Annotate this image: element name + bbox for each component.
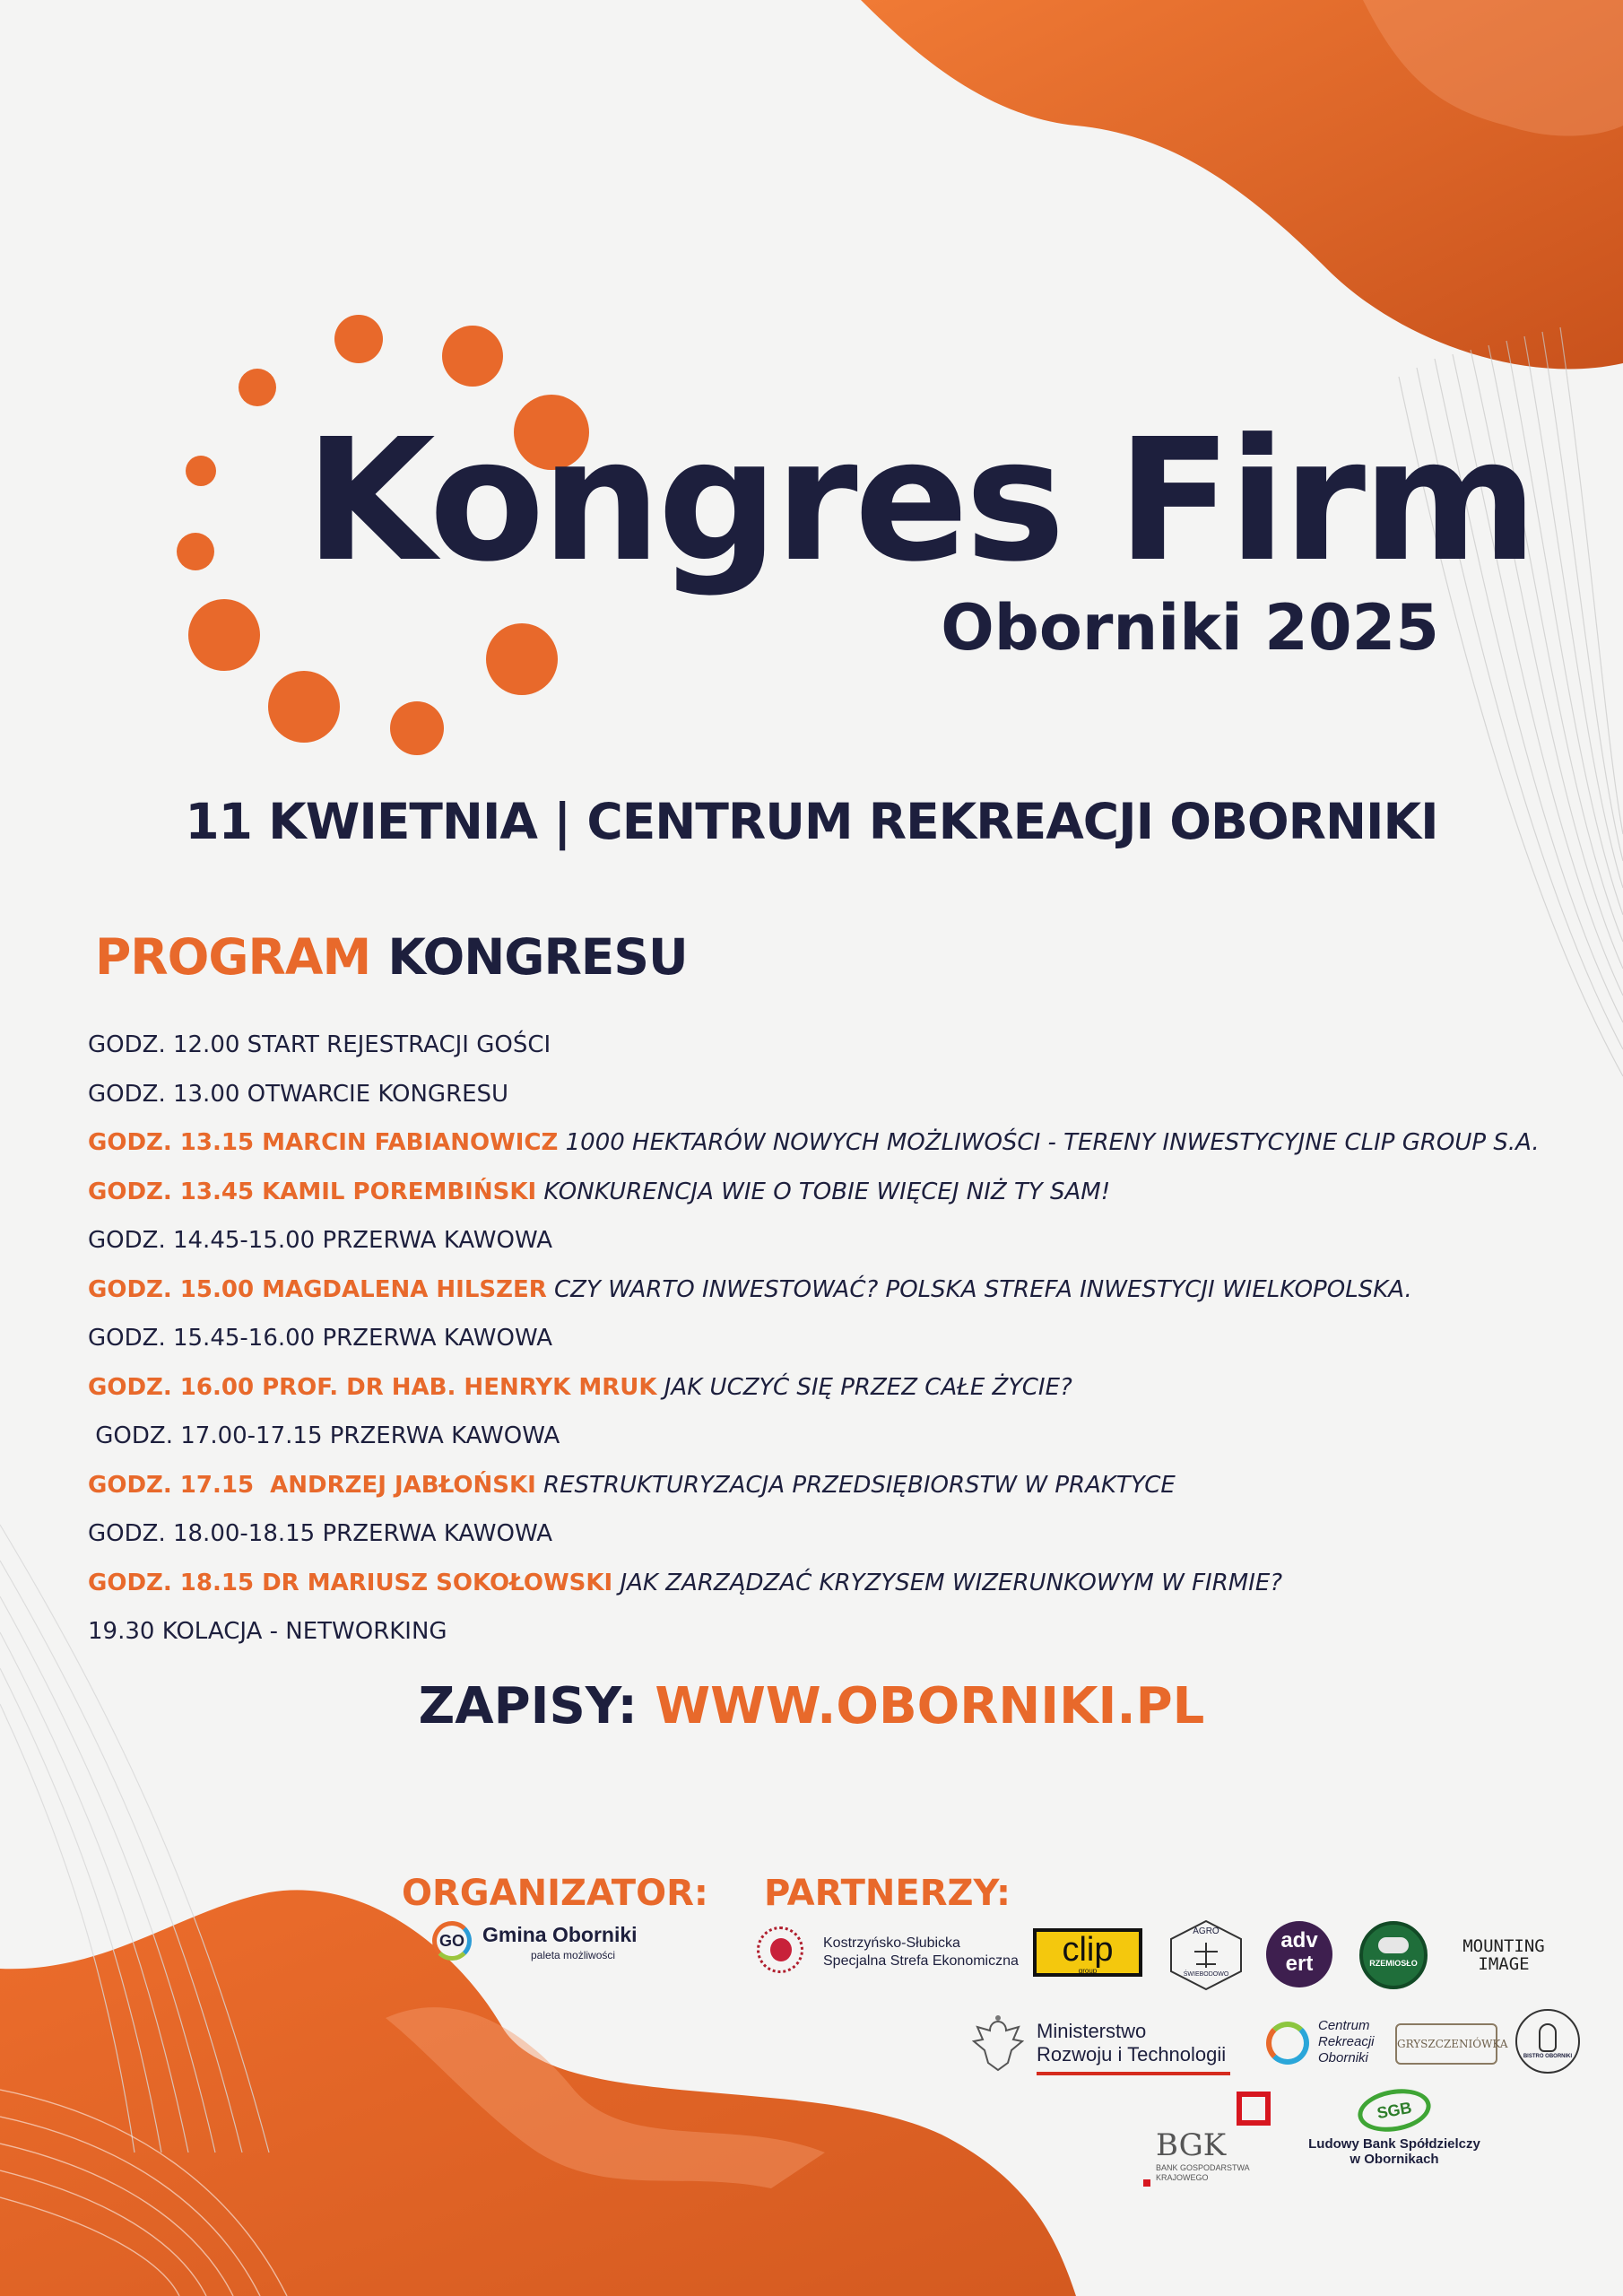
schedule-item [88,1363,1594,1413]
schedule-time-speaker: GODZ. 17.15 ANDRZEJ JABŁOŃSKI [88,1471,536,1499]
schedule-item [88,1168,1594,1217]
schedule-time: GODZ. 12.00 START REJESTRACJI GOŚCI [88,1031,551,1058]
event-date-venue: 11 KWIETNIA | CENTRUM REKREACJI OBORNIKI [185,793,1438,850]
schedule-time: 19.30 KOLACJA - NETWORKING [88,1618,447,1645]
mounting-image-logo [1445,1937,1562,1973]
signup-url-link[interactable]: WWW.OBORNIKI.PL [655,1677,1205,1735]
kssse-line1: Kostrzyńsko-Słubicka [823,1935,960,1951]
handshake-icon [1378,1937,1409,1953]
bistro-name: BISTRO OBORNIKI [1523,2054,1573,2059]
schedule-item [88,1412,1594,1461]
schedule-item [88,1070,1594,1119]
schedule-time: GODZ. 17.00-17.15 PRZERWA KAWOWA [88,1422,560,1449]
clip-name: clip [1062,1931,1114,1969]
schedule-item [88,1021,1594,1070]
centrum-line1: Centrum [1318,2018,1370,2033]
rzemioslo-name: RZEMIOSŁO [1369,1959,1418,1968]
schedule-time-speaker: GODZ. 16.00 PROF. DR HAB. HENRYK MRUK [88,1373,657,1401]
schedule-item [88,1265,1594,1315]
sgb-badge-text: SGB [1376,2098,1413,2123]
centrum-rekreacji-logo [1266,2016,1383,2074]
schedule-talk-title: JAK ZARZĄDZAĆ KRYZYSEM WIZERUNKOWYM W FIRMIE? [620,1569,1283,1596]
schedule-item [88,1607,1594,1657]
go-ring-icon: GO [432,1921,472,1961]
sgb-line2: w Obornikach [1350,2152,1439,2167]
schedule-time: GODZ. 14.45-15.00 PRZERWA KAWOWA [88,1227,553,1254]
schedule-item [88,1559,1594,1608]
centrum-line3: Oborniki [1318,2050,1368,2066]
bistro-logo [1515,2009,1580,2074]
schedule-item [88,1314,1594,1363]
sgb-line1: Ludowy Bank Spółdzielczy [1308,2136,1480,2152]
organizer-label: ORGANIZATOR: [402,1873,708,1914]
ministry-underline [1037,2072,1230,2075]
bgk-red-dot-icon [1143,2179,1150,2187]
partners-label: PARTNERZY: [764,1873,1011,1914]
schedule-time: GODZ. 15.45-16.00 PRZERWA KAWOWA [88,1325,553,1352]
schedule-time: GODZ. 18.00-18.15 PRZERWA KAWOWA [88,1520,553,1547]
kssse-emblem-icon [757,1926,803,1973]
schedule-time: GODZ. 13.00 OTWARCIE KONGRESU [88,1080,509,1108]
mounting-line2: IMAGE [1478,1954,1530,1974]
schedule-time-speaker: GODZ. 18.15 DR MARIUSZ SOKOŁOWSKI [88,1569,613,1596]
ministry-logo [968,2013,1237,2081]
schedule-item [88,1509,1594,1559]
schedule-time-speaker: GODZ. 13.15 MARCIN FABIANOWICZ [88,1129,559,1156]
schedule-talk-title: JAK UCZYĆ SIĘ PRZEZ CAŁE ŻYCIE? [664,1373,1072,1401]
signup-line [0,1677,1623,1735]
schedule-item [88,1118,1594,1168]
kssse-logo [751,1925,1020,1980]
clip-group-logo [1033,1928,1142,1977]
rzemioslo-logo [1359,1921,1428,1989]
gmina-tagline: paleta możliwości [531,1949,616,1961]
eagle-emblem-icon [972,2014,1024,2074]
schedule-item [88,1461,1594,1510]
schedule-time-speaker: GODZ. 15.00 MAGDALENA HILSZER [88,1275,547,1303]
schedule-talk-title: CZY WARTO INWESTOWAĆ? POLSKA STREFA INWESTYCJI WIELKOPOLSKA. [554,1275,1412,1303]
ministry-line2: Rozwoju i Technologii [1037,2043,1227,2066]
agro-bottom: ŚWIEBODOWO [1183,1971,1229,1978]
logo-title: Kongres Firm [305,403,1534,599]
schedule-item [88,1216,1594,1265]
program-heading-navy: KONGRESU [387,928,688,986]
mounting-line1: MOUNTING [1462,1936,1545,1956]
schedule-talk-title: RESTRUKTURYZACJA PRZEDSIĘBIORSTW W PRAKTYCE [543,1471,1176,1499]
ministry-line1: Ministerstwo [1037,2020,1147,2042]
bgk-red-square-icon [1237,2092,1271,2126]
advert-line1: adv [1280,1928,1318,1952]
gryszczeniowka-name: GRYSZCZENIÓWKA [1397,2038,1508,2050]
program-heading-orange: PROGRAM [95,928,371,986]
schedule-talk-title: KONKURENCJA WIE O TOBIE WIĘCEJ NIŻ TY SAM! [543,1178,1111,1205]
clip-sub: group [1078,1967,1098,1975]
bowling-pins-icon [1539,2023,1557,2052]
schedule-talk-title: 1000 HEKTARÓW NOWYCH MOŻLIWOŚCI - TERENY INWESTYCYJNE CLIP GROUP S.A. [565,1129,1540,1156]
signup-label: ZAPISY: [418,1677,638,1735]
kssse-line2: Specjalna Strefa Ekonomiczna [823,1953,1019,1969]
schedule-time-speaker: GODZ. 13.45 KAMIL POREMBIŃSKI [88,1178,537,1205]
bgk-line1: BANK GOSPODARSTWA [1156,2163,1250,2172]
agro-top: AGRO [1193,1926,1219,1936]
logo-subtitle: Oborniki 2025 [941,591,1439,665]
bgk-name: BGK [1156,2127,1227,2163]
agro-logo [1167,1919,1245,1991]
gmina-name: Gmina Oborniki [482,1923,638,1946]
schedule-list [88,1021,1594,1657]
advert-logo [1266,1921,1332,1987]
sgb-badge-icon [1355,2083,1435,2137]
bgk-line2: KRAJOWEGO [1156,2173,1209,2182]
bgk-logo [1143,2092,1278,2190]
sgb-logo [1300,2090,1488,2176]
centrum-line2: Rekreacji [1318,2034,1375,2049]
centrum-ring-icon [1266,2022,1309,2065]
gryszczeniowka-logo [1395,2023,1508,2065]
advert-line2: ert [1285,1952,1314,1976]
program-heading [95,928,688,986]
gmina-oborniki-logo [432,1921,638,1971]
